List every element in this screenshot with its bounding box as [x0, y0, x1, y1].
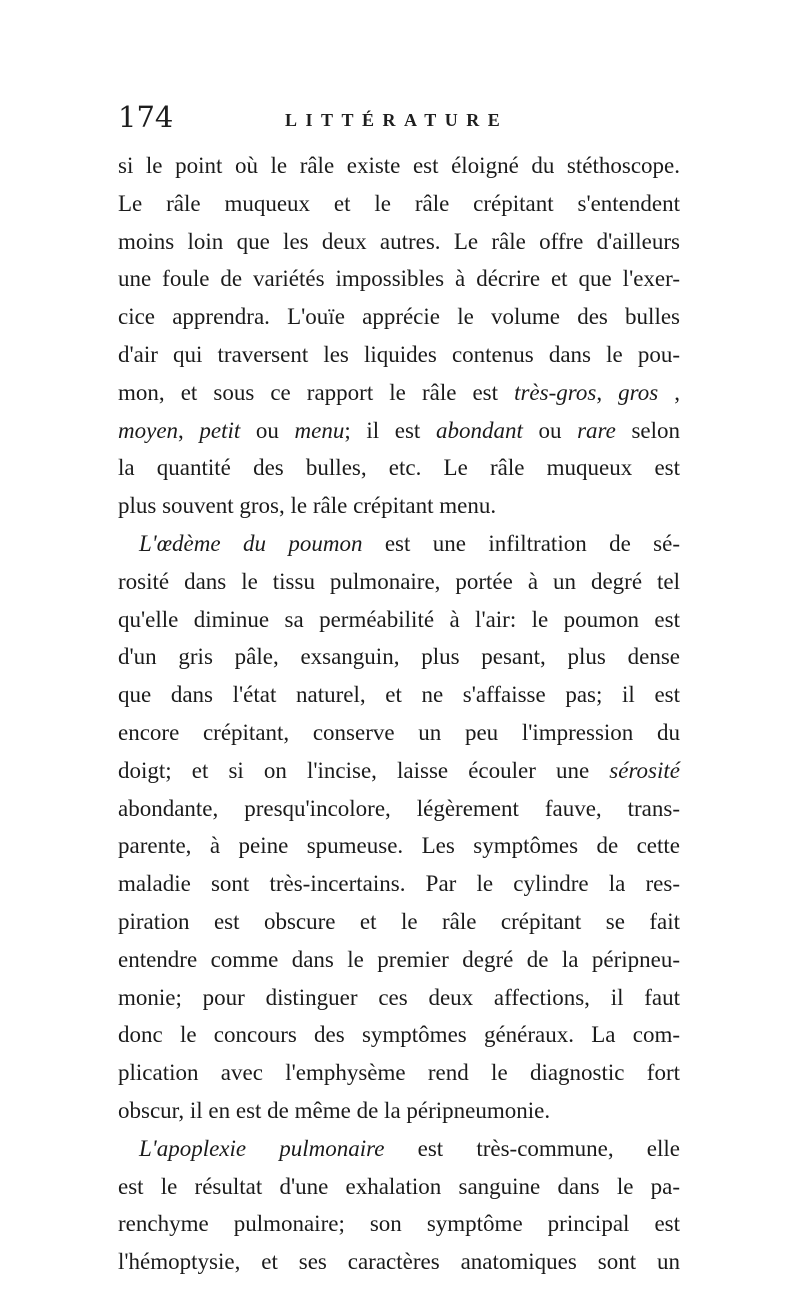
italic-term: menu	[294, 417, 345, 443]
text-run: renchyme pulmonaire; son symptôme principal est	[118, 1211, 680, 1237]
text-line	[118, 1168, 680, 1206]
italic-term: gros	[618, 379, 659, 405]
text-line	[118, 790, 680, 828]
text-line	[118, 903, 680, 941]
text-run: cice apprendra. L'ouïe apprécie le volume des bulles	[118, 304, 680, 330]
text-run: ,	[658, 379, 680, 405]
text-run: qu'elle diminue sa perméabilité à l'air: le poumon est	[118, 606, 680, 632]
text-run: ou	[240, 417, 295, 443]
text-run: ; il est	[344, 417, 436, 443]
text-line	[118, 1243, 680, 1281]
italic-term: moyen	[118, 417, 179, 443]
text-run: monie; pour distinguer ces deux affections, il faut	[118, 984, 680, 1010]
text-line	[118, 449, 680, 487]
text-run: plication avec l'emphysème rend le diagnostic fort	[118, 1060, 680, 1086]
text-line	[118, 223, 680, 261]
text-run: parente, à peine spumeuse. Les symptômes de cette	[118, 833, 680, 859]
text-line	[118, 487, 680, 525]
text-line	[118, 752, 680, 790]
text-run: ou	[522, 417, 578, 443]
text-run: ,	[596, 379, 619, 405]
text-run: si le point où le râle existe est éloigné du stéthoscope.	[118, 153, 680, 178]
text-run: mon, et sous ce rapport le râle est	[118, 379, 515, 405]
text-run: la quantité des bulles, etc. Le râle muqueux est	[118, 455, 680, 481]
text-run: entendre comme dans le premier degré de la péripneu-	[118, 946, 680, 972]
text-line	[118, 374, 680, 412]
text-line	[118, 1054, 680, 1092]
text-line	[118, 412, 680, 450]
text-line	[118, 1130, 680, 1168]
text-line	[118, 298, 680, 336]
text-run: encore crépitant, conserve un peu l'impression du	[118, 719, 680, 745]
text-line	[118, 979, 680, 1017]
text-run: ,	[178, 417, 200, 443]
text-run: est le résultat d'une exhalation sanguine dans le pa-	[118, 1173, 680, 1199]
text-line	[118, 865, 680, 903]
text-run: une foule de variétés impossibles à décrire et que l'exer-	[118, 266, 680, 292]
text-run: maladie sont très-incertains. Par le cylindre la res-	[118, 871, 680, 897]
text-run: donc le concours des symptômes généraux. La com-	[118, 1022, 680, 1048]
text-line	[118, 147, 680, 185]
running-title: LITTÉRATURE	[285, 110, 509, 130]
text-line	[118, 827, 680, 865]
text-line	[118, 563, 680, 601]
text-line	[118, 1205, 680, 1243]
text-line	[118, 185, 680, 223]
italic-term: abondant	[435, 417, 523, 443]
page-number: 174	[118, 100, 174, 134]
italic-term: rare	[577, 417, 616, 443]
text-run: abondante, presqu'incolore, légèrement fauve, trans-	[118, 795, 680, 821]
text-line	[118, 676, 680, 714]
text-line	[118, 260, 680, 298]
text-line	[118, 941, 680, 979]
text-run: est très-commune, elle	[384, 1135, 680, 1161]
text-run: d'air qui traversent les liquides contenus dans le pou-	[118, 341, 680, 367]
text-run: que dans l'état naturel, et ne s'affaisse pas; il est	[118, 682, 680, 708]
text-line	[118, 1016, 680, 1054]
italic-term: très-gros	[514, 379, 597, 405]
text-line	[118, 714, 680, 752]
text-run: selon	[615, 417, 680, 443]
text-line	[118, 525, 680, 563]
text-line	[118, 1092, 680, 1130]
italic-term: sérosité	[609, 757, 680, 783]
page-header	[118, 100, 678, 140]
text-run: doigt; et si on l'incise, laisse écouler une	[118, 757, 610, 783]
text-run: plus souvent gros, le râle crépitant menu.	[118, 493, 497, 519]
italic-term: petit	[199, 417, 241, 443]
text-run: l'hémoptysie, et ses caractères anatomiques sont un	[118, 1249, 680, 1275]
text-line	[118, 638, 680, 676]
text-run: Le râle muqueux et le râle crépitant s'entendent	[118, 190, 680, 216]
text-line	[118, 601, 680, 639]
body-text	[118, 147, 680, 1281]
text-run: piration est obscure et le râle crépitant se fait	[118, 908, 680, 934]
text-run: d'un gris pâle, exsanguin, plus pesant, plus dense	[118, 644, 680, 670]
text-line	[118, 336, 680, 374]
text-run: rosité dans le tissu pulmonaire, portée à un degré tel	[118, 568, 680, 594]
text-run: moins loin que les deux autres. Le râle offre d'ailleurs	[118, 228, 680, 254]
italic-term: L'œdème du poumon	[139, 530, 363, 556]
text-run: obscur, il en est de même de la péripneumonie.	[118, 1097, 551, 1123]
italic-term: L'apoplexie pulmonaire	[139, 1135, 385, 1161]
text-run: est une infiltration de sé-	[362, 530, 680, 556]
